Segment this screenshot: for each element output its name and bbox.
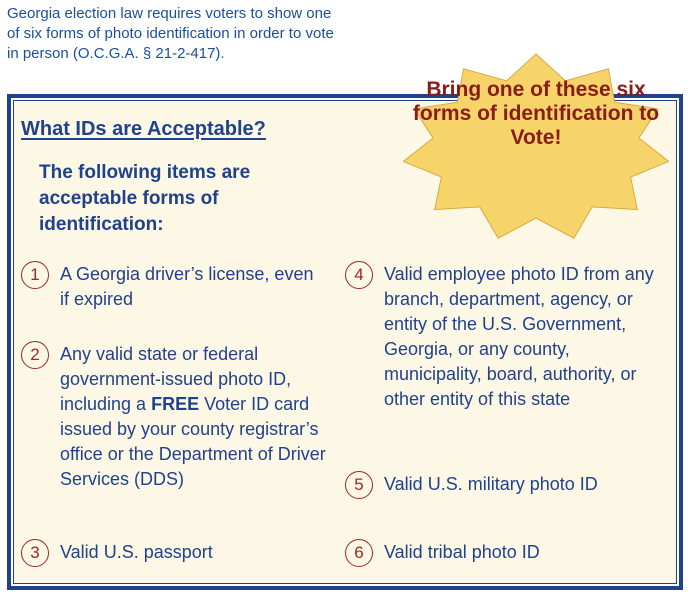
- item-number-badge: 5: [345, 471, 373, 499]
- item-number-badge: 2: [21, 341, 49, 369]
- item-text: A Georgia driver’s license, even if expired: [60, 264, 314, 309]
- item-text-part: Any valid state or federal government-issued photo ID, including a: [60, 344, 292, 414]
- item-text: Valid tribal photo ID: [384, 542, 540, 562]
- item-text: [60, 342, 330, 492]
- intro-text: Georgia election law requires voters to show one of six forms of photo identification in order to vote in person (O.C.G.A. § 21-2-417).: [7, 5, 334, 62]
- item-number-badge: 1: [21, 261, 49, 289]
- item-text: Valid employee photo ID from any branch, department, agency, or entity of the U.S. Government, Georgia, or any county, municipality, board, authority, or other entity of this state: [384, 264, 654, 409]
- card-title: What IDs are Acceptable?: [21, 118, 266, 140]
- item-number-badge: 6: [345, 539, 373, 567]
- item-text: Valid U.S. passport: [60, 542, 213, 562]
- item-number-badge: 4: [345, 261, 373, 289]
- item-text-emphasis: FREE: [151, 394, 200, 414]
- starburst-text: Bring one of these six forms of identification to Vote!: [412, 78, 660, 149]
- card-subtitle: The following items are acceptable forms of identification:: [39, 162, 251, 235]
- item-number-badge: 3: [21, 539, 49, 567]
- starburst-callout: [400, 52, 672, 244]
- item-text-part: Voter ID card issued by your county registrar’s office or the Department of Driver Services (DDS): [60, 394, 326, 489]
- item-text: Valid U.S. military photo ID: [384, 474, 598, 494]
